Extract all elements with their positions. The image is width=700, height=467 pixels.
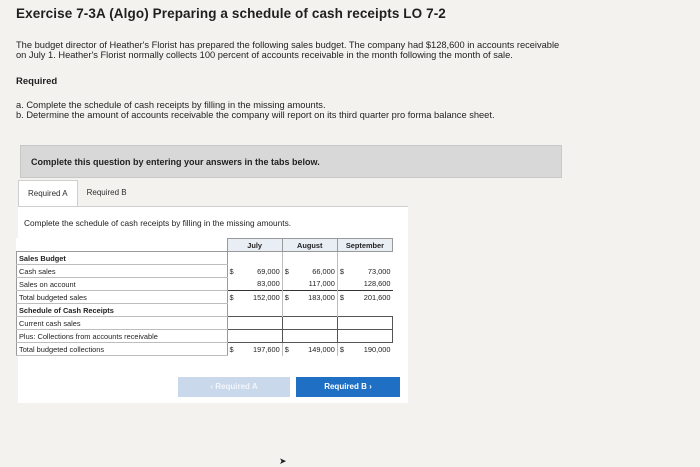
total-sales-august: 183,000 (308, 292, 335, 302)
dollar-sign: $ (339, 266, 344, 276)
exercise-title: Exercise 7-3A (Algo) Preparing a schedule of cash receipts LO 7-2 (16, 6, 446, 21)
col-july: July (227, 239, 282, 252)
header-row (17, 239, 393, 252)
total-sales-september: 201,600 (363, 292, 391, 302)
instruction-banner: Complete this question by entering your answers in the tabs below. (20, 145, 562, 178)
total-collections-july: 197,600 (252, 344, 280, 354)
sales-budget-header: Sales Budget (17, 252, 228, 265)
current-cash-sales-july-input[interactable] (227, 317, 282, 330)
dollar-sign: $ (229, 344, 234, 354)
intro-line-1: The budget director of Heather's Florist has prepared the following sales budget. The company had $128,600 in accounts receivable (16, 40, 560, 50)
required-heading: Required (16, 76, 58, 87)
dollar-sign: $ (284, 266, 289, 276)
problem-intro (16, 40, 656, 60)
required-a-text: a. Complete the schedule of cash receipts by filling in the missing amounts. (16, 100, 326, 110)
sales-on-account-label: Sales on account (17, 278, 228, 291)
requirement-tabs (18, 180, 136, 206)
table-row (17, 330, 393, 343)
total-budgeted-sales-label: Total budgeted sales (17, 291, 228, 304)
chevron-left-icon: ‹ (210, 382, 214, 391)
cash-sales-july: 69,000 (257, 266, 280, 276)
next-required-b-button[interactable] (296, 377, 400, 397)
next-button-label: Required B (324, 382, 367, 391)
total-collections-september: 190,000 (363, 344, 391, 354)
required-b-text: b. Determine the amount of accounts receivable the company will report on its third quarter pro forma balance sheet. (16, 110, 495, 120)
collections-label: Plus: Collections from accounts receivable (17, 330, 228, 343)
cash-receipts-schedule (16, 238, 393, 356)
intro-line-2: on July 1. Heather's Florist normally collects 100 percent of accounts receivable in the month following the month of sale. (16, 50, 513, 60)
tab-required-a[interactable]: Required A (18, 180, 78, 206)
mouse-cursor-icon: ➤ (279, 456, 287, 466)
prev-required-a-button[interactable] (178, 377, 290, 397)
tab-required-b[interactable]: Required B (86, 188, 127, 197)
current-cash-sales-august-input[interactable] (282, 317, 337, 330)
table-row (17, 343, 393, 356)
panel-instruction: Complete the schedule of cash receipts by filling in the missing amounts. (24, 218, 292, 228)
collections-july-input[interactable] (227, 330, 282, 343)
sales-on-account-august: 117,000 (282, 278, 337, 291)
dollar-sign: $ (229, 266, 234, 276)
cash-sales-september: 73,000 (367, 266, 391, 276)
dollar-sign: $ (229, 292, 234, 302)
total-collections-label: Total budgeted collections (17, 343, 228, 356)
collections-september-input[interactable] (337, 330, 392, 343)
current-cash-sales-label: Current cash sales (17, 317, 228, 330)
sales-on-account-september: 128,600 (337, 278, 392, 291)
dollar-sign: $ (284, 344, 289, 354)
sales-on-account-july: 83,000 (227, 278, 282, 291)
table-row (17, 291, 393, 304)
prev-button-label: Required A (215, 382, 258, 391)
cash-sales-label: Cash sales (17, 265, 228, 278)
current-cash-sales-september-input[interactable] (337, 317, 392, 330)
table-row (17, 265, 393, 278)
required-list (16, 100, 495, 120)
dollar-sign: $ (339, 292, 344, 302)
table-row (17, 252, 393, 265)
collections-august-input[interactable] (282, 330, 337, 343)
chevron-right-icon: › (369, 382, 372, 391)
total-collections-august: 149,000 (308, 344, 335, 354)
col-august: August (282, 239, 337, 252)
table-row (17, 278, 393, 291)
dollar-sign: $ (284, 292, 289, 302)
schedule-header: Schedule of Cash Receipts (17, 304, 228, 317)
total-sales-july: 152,000 (252, 292, 280, 302)
table-row (17, 317, 393, 330)
cash-sales-august: 66,000 (312, 266, 335, 276)
col-september: September (337, 239, 392, 252)
table-row (17, 304, 393, 317)
dollar-sign: $ (339, 344, 344, 354)
